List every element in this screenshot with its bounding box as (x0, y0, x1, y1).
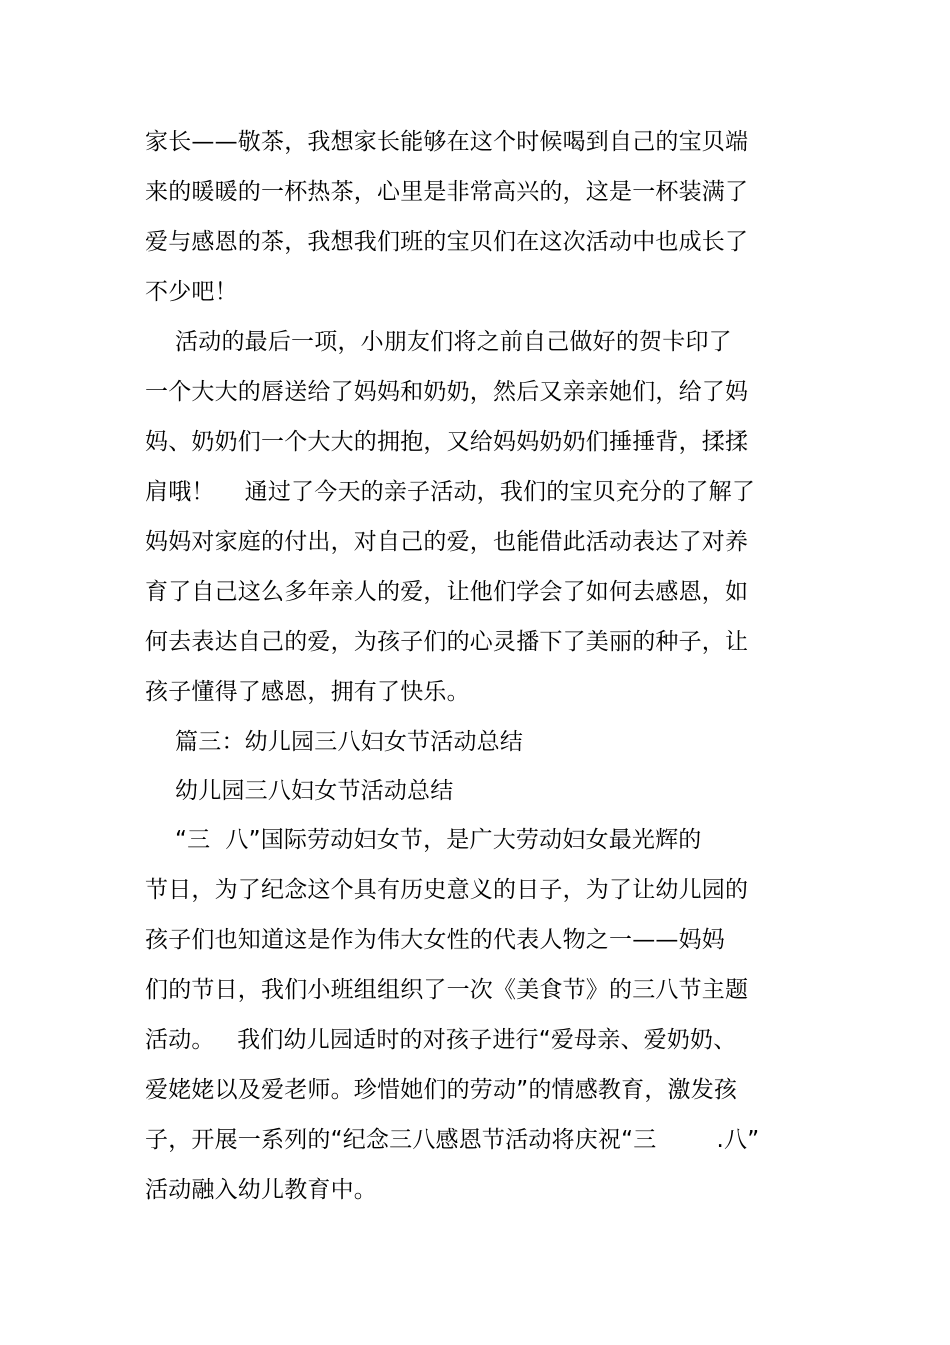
article-title: 幼儿园三八妇女节活动总结 (145, 778, 454, 804)
text-line: 活动。 我们幼儿园适时的对孩子进行“爱母亲、爱奶奶、 (145, 1027, 737, 1053)
text-line: 来的暖暖的一杯热茶，心里是非常高兴的，这是一杯装满了 (145, 179, 749, 205)
text-line: 育了自己这么多年亲人的爱，让他们学会了如何去感恩，如 (145, 579, 749, 605)
text-line: 肩哦！ 通过了今天的亲子活动，我们的宝贝充分的了解了 (145, 479, 756, 505)
text-line: 节日，为了纪念这个具有历史意义的日子，为了让幼儿园的 (145, 877, 749, 903)
text-line: 妈、奶奶们一个大大的拥抱，又给妈妈奶奶们捶捶背，揉揉 (145, 429, 749, 455)
text-line: 活动融入幼儿教育中。 (145, 1177, 377, 1203)
text-line: 一个大大的唇送给了妈妈和奶奶，然后又亲亲她们，给了妈 (145, 379, 749, 405)
text-line: 何去表达自己的爱，为孩子们的心灵播下了美丽的种子，让 (145, 629, 749, 655)
text-line: 们的节日，我们小班组组织了一次《美食节》的三八节主题 (145, 977, 749, 1003)
text-line: 不少吧！ (145, 279, 238, 305)
text-line: 家长——敬茶，我想家长能够在这个时候喝到自己的宝贝端 (145, 129, 749, 155)
text-line: “三 八”国际劳动妇女节，是广大劳动妇女最光辉的 (145, 827, 702, 853)
text-line: 爱与感恩的茶，我想我们班的宝贝们在这次活动中也成长了 (145, 229, 749, 255)
text-line: 活动的最后一项，小朋友们将之前自己做好的贺卡印了 (145, 329, 732, 355)
text-line: 孩子懂得了感恩，拥有了快乐。 (145, 679, 470, 705)
text-line: 孩子们也知道这是作为伟大女性的代表人物之一——妈妈 (145, 927, 725, 953)
text-line: 子，开展一系列的“纪念三八感恩节活动将庆祝“三 .八” (145, 1127, 760, 1153)
section-heading: 篇三：幼儿园三八妇女节活动总结 (145, 729, 524, 755)
text-line: 妈妈对家庭的付出，对自己的爱，也能借此活动表达了对养 (145, 529, 749, 555)
text-line: 爱姥姥以及爱老师。珍惜她们的劳动”的情感教育，激发孩 (145, 1077, 738, 1103)
